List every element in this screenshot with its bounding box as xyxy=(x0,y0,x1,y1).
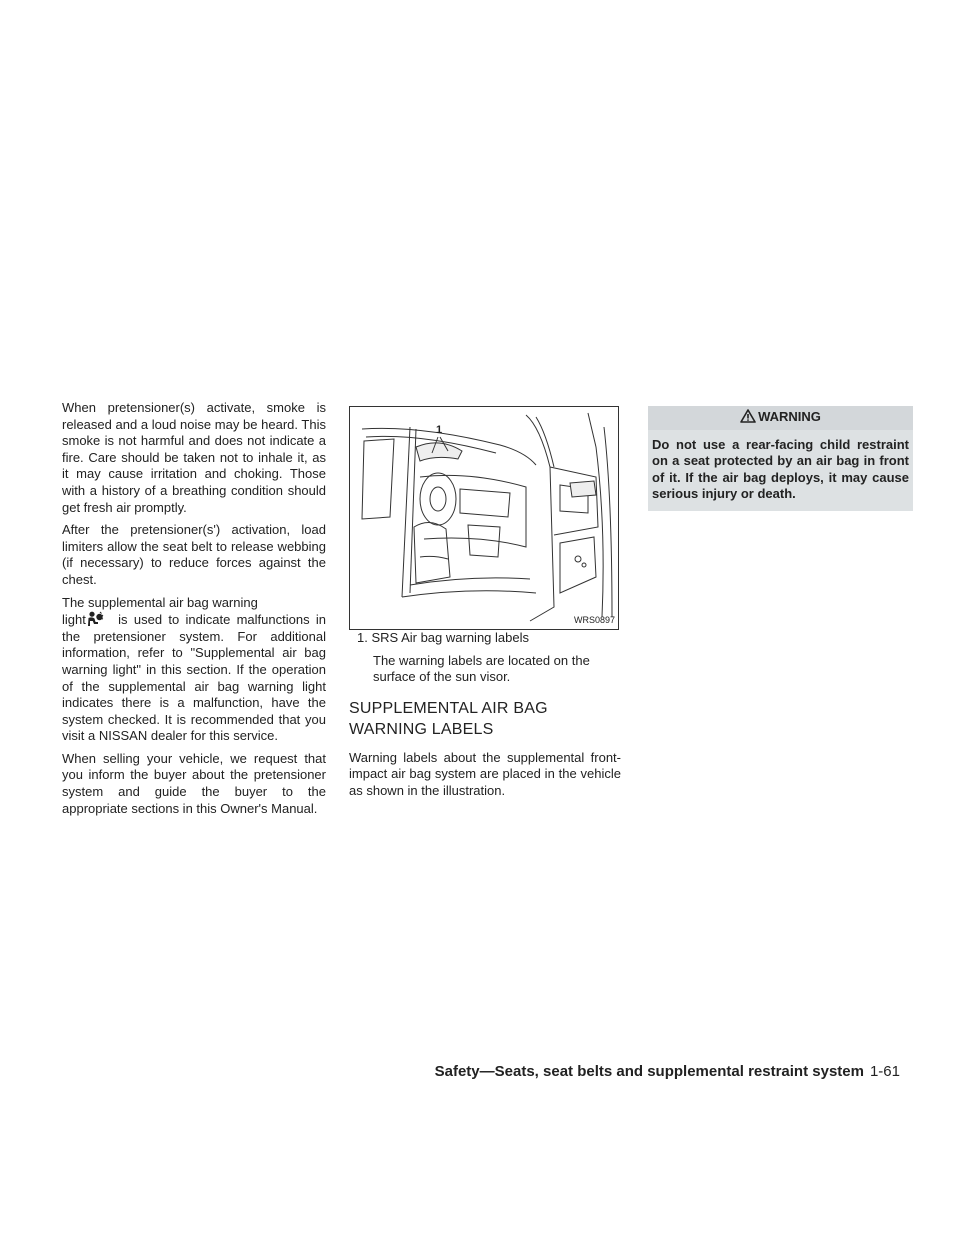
warning-light-paragraph-rest: is used to indicate malfunctions in the pretensioner system. For additional information, refer to "Supplemental air bag warning light" in this section. If the operation of the supplemental air bag warning light indicates there is a malfunction, have the system checked. It is recommended that you visit a NISSAN dealer for this service. xyxy=(62,612,326,744)
airbag-warning-light-icon xyxy=(86,611,112,627)
selling-vehicle-paragraph: When selling your vehicle, we request that you inform the buyer about the pretensioner system and guide the buyer to the appropriate sections in this Owner's Manual. xyxy=(62,750,326,816)
warning-header xyxy=(648,406,913,430)
light-word: light xyxy=(62,612,86,628)
column-right xyxy=(648,400,913,511)
load-limiter-paragraph: After the pretensioner(s') activation, load limiters allow the seat belt to release webbing (if necessary) to reduce forces against the chest. xyxy=(62,522,326,587)
warning-box xyxy=(648,406,913,511)
warning-light-paragraph xyxy=(62,595,326,745)
footer-section-title: Safety—Seats, seat belts and supplemental restraint system xyxy=(434,1063,864,1080)
vehicle-interior-illustration xyxy=(349,406,619,630)
page-number: 1-61 xyxy=(869,1063,900,1080)
warning-title: WARNING xyxy=(758,409,821,424)
warning-body: Do not use a rear-facing child restraint on a seat protected by an air bag in front of it. If the air bag deploys, it may cause serious injury or death. xyxy=(652,436,909,502)
column-left xyxy=(62,400,326,823)
figure-code: WRS0897 xyxy=(573,615,615,626)
warning-triangle-icon xyxy=(740,409,756,423)
caption-description: The warning labels are located on the surface of the sun visor. xyxy=(373,652,590,685)
section-title: SUPPLEMENTAL AIR BAG WARNING LABELS xyxy=(349,699,548,738)
figure-callout-1: 1 xyxy=(436,424,443,436)
car-door-drawing xyxy=(350,407,618,629)
pretensioner-smoke-paragraph: When pretensioner(s) activate, smoke is released and a loud noise may be heard. This smoke is not harmful and does not indicate a fire. Care should be taken not to inhale it, as it may cause irritation and choking. Those with a history of a breathing condition should get fresh air promptly. xyxy=(62,400,326,515)
page-footer xyxy=(435,1063,900,1080)
column-middle xyxy=(349,400,621,806)
warning-light-paragraph-lead: The supplemental air bag warning xyxy=(62,594,258,610)
section-body: Warning labels about the supplemental front-impact air bag system are placed in the vehicle as shown in the illustration. xyxy=(349,749,621,798)
caption-item: 1. SRS Air bag warning labels xyxy=(357,630,529,645)
